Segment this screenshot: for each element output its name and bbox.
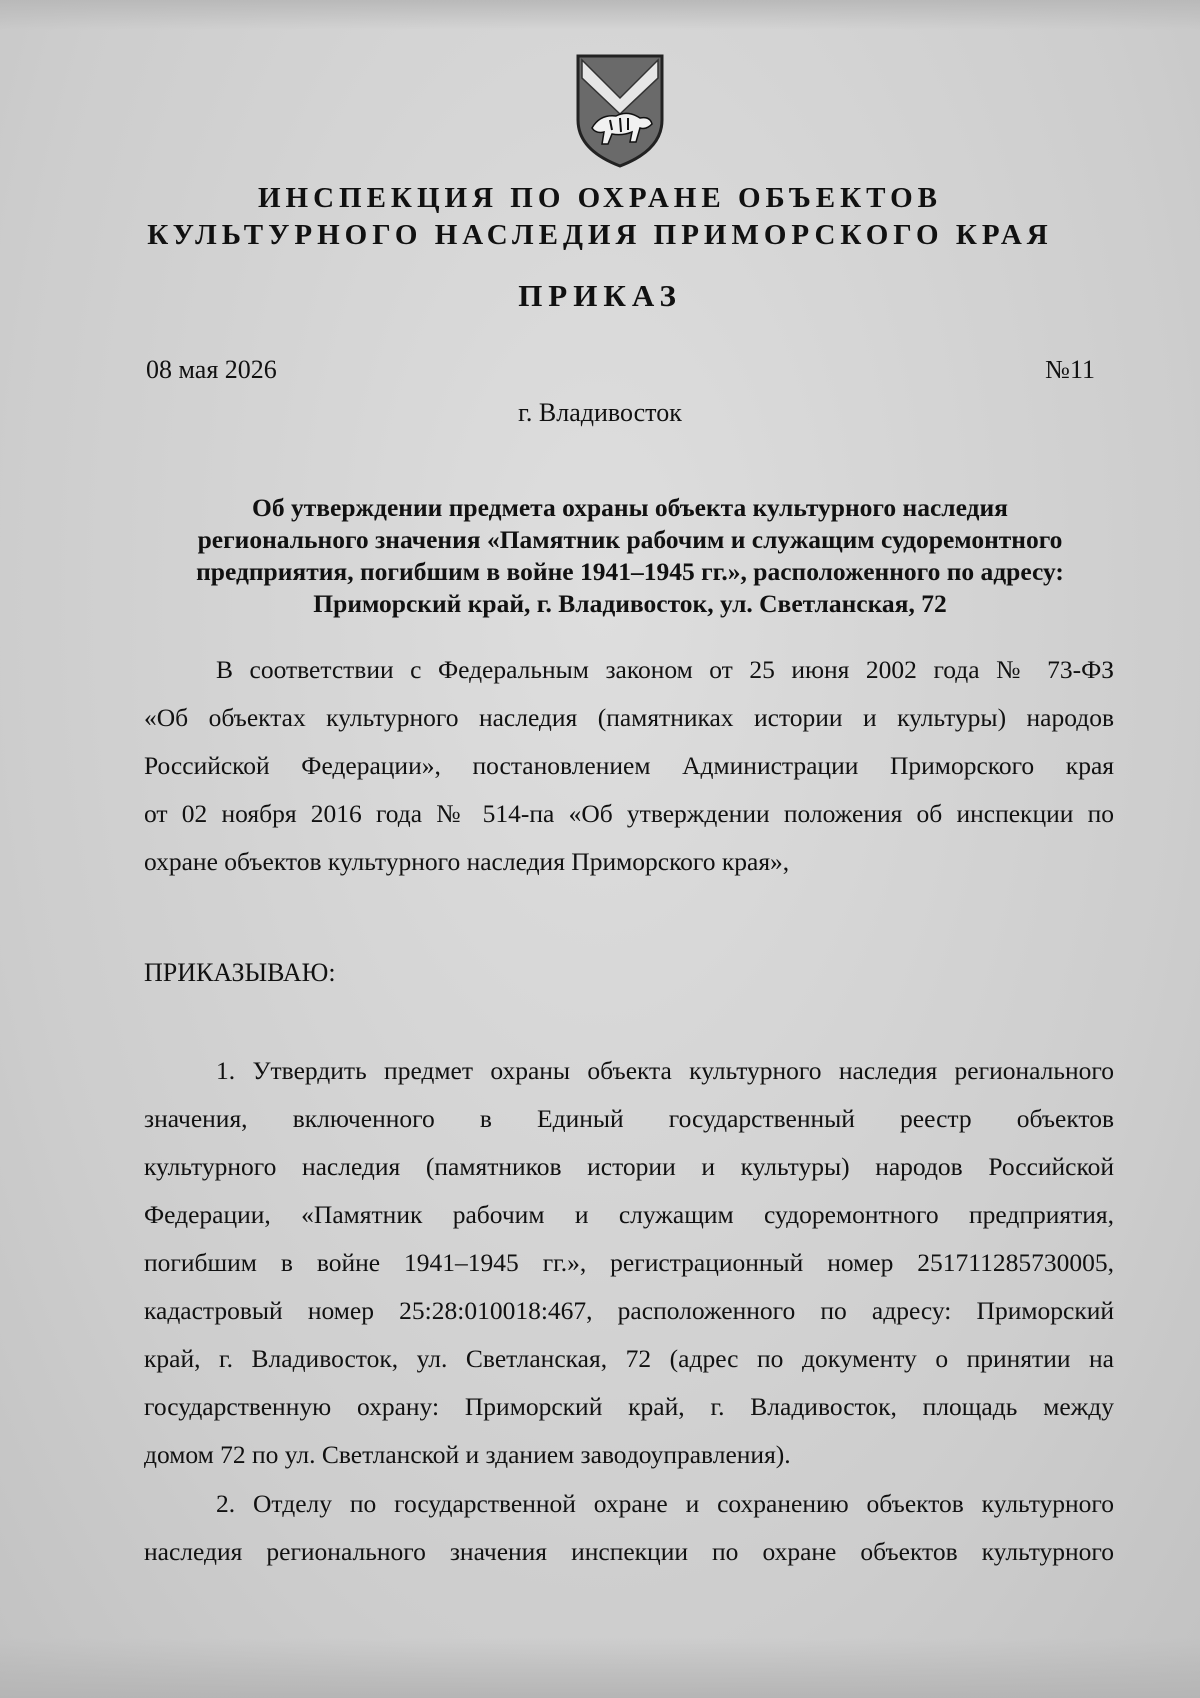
paragraph-line: «Об объектах культурного наследия (памятниках истории и культуры) народов [144,703,1114,732]
paragraph-line: от 02 ноября 2016 года № 514-па «Об утверждении положения об инспекции по [144,799,1114,828]
scan-shading-bottom [0,1638,1200,1698]
preamble-paragraph [144,646,1114,886]
coat-of-arms-icon [570,50,670,170]
subject-line: Об утверждении предмета охраны объекта культурного наследия [252,493,1008,522]
order-item-2 [144,1480,1114,1576]
document-date: 08 мая 2026 [146,355,277,384]
paragraph-line: 1. Утвердить предмет охраны объекта культурного наследия регионального [216,1056,1114,1085]
paragraph-line: значения, включенного в Единый государственный реестр объектов [144,1104,1114,1133]
paragraph-line: охране объектов культурного наследия Приморского края», [144,847,790,876]
paragraph-line: край, г. Владивосток, ул. Светланская, 72 (адрес по документу о принятии на [144,1344,1114,1373]
paragraph-line: 2. Отделу по государственной охране и сохранению объектов культурного [216,1489,1114,1518]
document-type-title: ПРИКАЗ [518,278,682,313]
paragraph-line: кадастровый номер 25:28:010018:467, расположенного по адресу: Приморский [144,1296,1114,1325]
subject-line: регионального значения «Памятник рабочим и служащим судоремонтного [197,525,1063,554]
subject-line: Приморский край, г. Владивосток, ул. Светланская, 72 [313,589,947,618]
scan-shading-top [0,0,1200,30]
paragraph-line: государственную охрану: Приморский край, г. Владивосток, площадь между [144,1392,1114,1421]
order-directive-word: ПРИКАЗЫВАЮ: [144,958,336,987]
paragraph-line: культурного наследия (памятников истории и культуры) народов Российской [144,1152,1114,1181]
paragraph-line: В соответствии с Федеральным законом от 25 июня 2002 года № 73-ФЗ [216,655,1114,684]
order-item-1 [144,1047,1114,1479]
paragraph-line: домом 72 по ул. Светланской и зданием заводоуправления). [144,1440,791,1469]
agency-name-line1: ИНСПЕКЦИЯ ПО ОХРАНЕ ОБЪЕКТОВ [257,182,943,214]
paragraph-line: наследия регионального значения инспекции по охране объектов культурного [144,1537,1114,1566]
subject-line: предприятия, погибшим в войне 1941–1945 гг.», расположенного по адресу: [196,557,1064,586]
document-number: №11 [1045,355,1095,384]
agency-name-line2: КУЛЬТУРНОГО НАСЛЕДИЯ ПРИМОРСКОГО КРАЯ [147,219,1053,251]
paragraph-line: погибшим в войне 1941–1945 гг.», регистрационный номер 251711285730005, [144,1248,1114,1277]
paragraph-line: Федерации, «Памятник рабочим и служащим судоремонтного предприятия, [144,1200,1114,1229]
document-city: г. Владивосток [518,398,682,427]
paragraph-line: Российской Федерации», постановлением Администрации Приморского края [144,751,1114,780]
document-subject [140,492,1120,620]
